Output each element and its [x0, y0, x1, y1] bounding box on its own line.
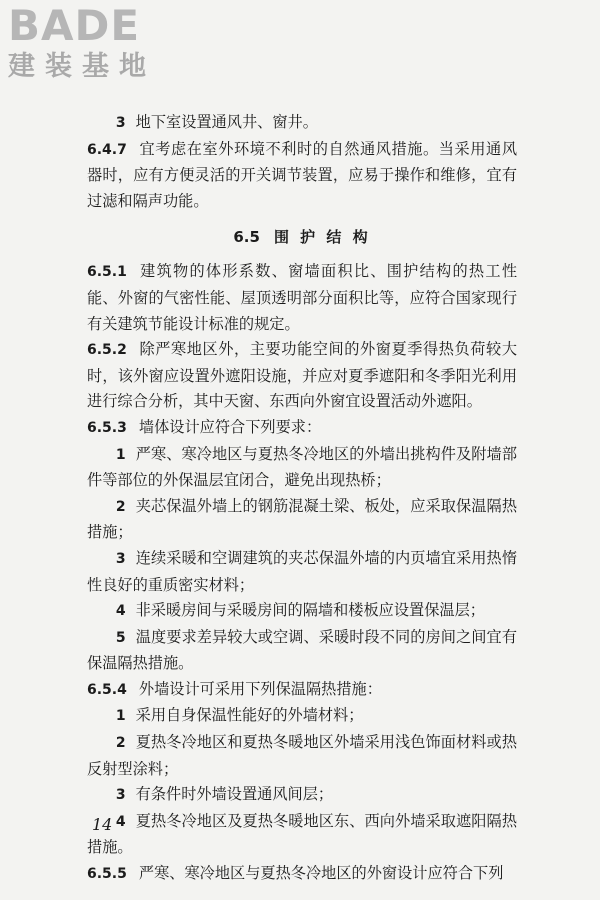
clause-number: 6.4.7: [87, 141, 127, 158]
paragraph-text: 严寒、寒冷地区与夏热冬冷地区的外窗设计应符合下列: [138, 864, 504, 883]
clause-paragraph: [87, 415, 517, 442]
paragraph-text: 连续采暖和空调建筑的夹芯保温外墙的内页墙宜采用热惰性良好的重质密实材料；: [87, 548, 517, 594]
clause-number: 6.5.4: [87, 681, 127, 698]
list-item: [87, 625, 517, 677]
clause-number: 1: [115, 708, 126, 725]
paragraph-text: 夏热冬冷地区和夏热冬暖地区外墙采用浅色饰面材料或热反射型涂料；: [87, 733, 517, 778]
clause-number: 2: [115, 498, 126, 515]
clause-number: 5: [115, 629, 126, 646]
clause-paragraph: [87, 337, 517, 415]
section-number: 6.5: [233, 228, 260, 247]
section-heading: [87, 226, 517, 247]
paragraph-text: 宜考虑在室外环境不利时的自然通风措施。当采用通风器时，应有方便灵活的开关调节装置，应易于操作和维修，宜有过滤和隔声功能。: [87, 139, 517, 210]
paragraph-text: 非采暖房间与采暖房间的隔墙和楼板应设置保温层；: [135, 601, 485, 620]
clause-number: 4: [115, 603, 126, 620]
clause-number: 1: [115, 446, 126, 463]
paragraph-text: 外墙设计可采用下列保温隔热措施：: [138, 679, 382, 698]
list-item: [87, 110, 517, 137]
clause-number: 4: [115, 813, 126, 830]
list-item: [87, 598, 517, 625]
section-title-text: 围 护 结 构: [273, 228, 371, 247]
logo-latin-text: BADE: [8, 1, 141, 50]
paragraph-text: 夏热冬冷地区及夏热冬暖地区东、西向外墙采取遮阳隔热措施。: [87, 811, 517, 857]
paragraph-text: 有条件时外墙设置通风间层；: [135, 785, 334, 804]
paragraph-text: 墙体设计应符合下列要求：: [138, 417, 322, 436]
list-item: [87, 782, 517, 809]
paragraph-text: 采用自身保温性能好的外墙材料；: [135, 706, 364, 725]
clause-number: 3: [115, 787, 126, 804]
paragraph-text: 除严寒地区外，主要功能空间的外窗夏季得热负荷较大时，该外窗应设置外遮阳设施，并应对夏季遮阳和冬季阳光利用进行综合分析，其中天窗、东西向外窗宜设置活动外遮阳。: [87, 340, 517, 411]
paragraph-text: 夹芯保温外墙上的钢筋混凝土梁、板处，应采取保温隔热措施；: [87, 496, 517, 542]
page-number: 14: [92, 815, 113, 834]
clause-paragraph: [87, 137, 517, 215]
list-item: [87, 809, 517, 861]
clause-paragraph: [87, 259, 517, 337]
paragraph-text: 地下室设置通风井、窗井。: [135, 113, 318, 131]
clause-paragraph: [87, 677, 517, 704]
clause-number: 6.5.3: [87, 419, 127, 436]
clause-number: 2: [115, 735, 126, 752]
logo-chinese-text: 建装基地: [8, 51, 156, 82]
clause-number: 6.5.1: [87, 264, 127, 281]
paragraph-text: 建筑物的体形系数、窗墙面积比、围护结构的热工性能、外窗的气密性能、屋顶透明部分面积比等，应符合国家现行有关建筑节能设计标准的规定。: [87, 262, 517, 333]
clause-number: 3: [115, 550, 126, 567]
clause-number: 6.5.2: [87, 342, 127, 359]
document-body: [87, 110, 517, 888]
watermark-logo: [8, 1, 188, 84]
list-item: [87, 442, 517, 494]
clause-number: 6.5.5: [87, 866, 127, 883]
paragraph-text: 温度要求差异较大或空调、采暖时段不同的房间之间宜有保温隔热措施。: [87, 627, 517, 673]
clause-paragraph: [87, 861, 517, 888]
list-item: [87, 546, 517, 598]
list-item: [87, 494, 517, 546]
list-item: [87, 703, 517, 730]
clause-number: 3: [115, 115, 126, 131]
list-item: [87, 730, 517, 782]
paragraph-text: 严寒、寒冷地区与夏热冬冷地区的外墙出挑构件及附墙部件等部位的外保温层宜闭合，避免出现热桥；: [87, 444, 517, 490]
